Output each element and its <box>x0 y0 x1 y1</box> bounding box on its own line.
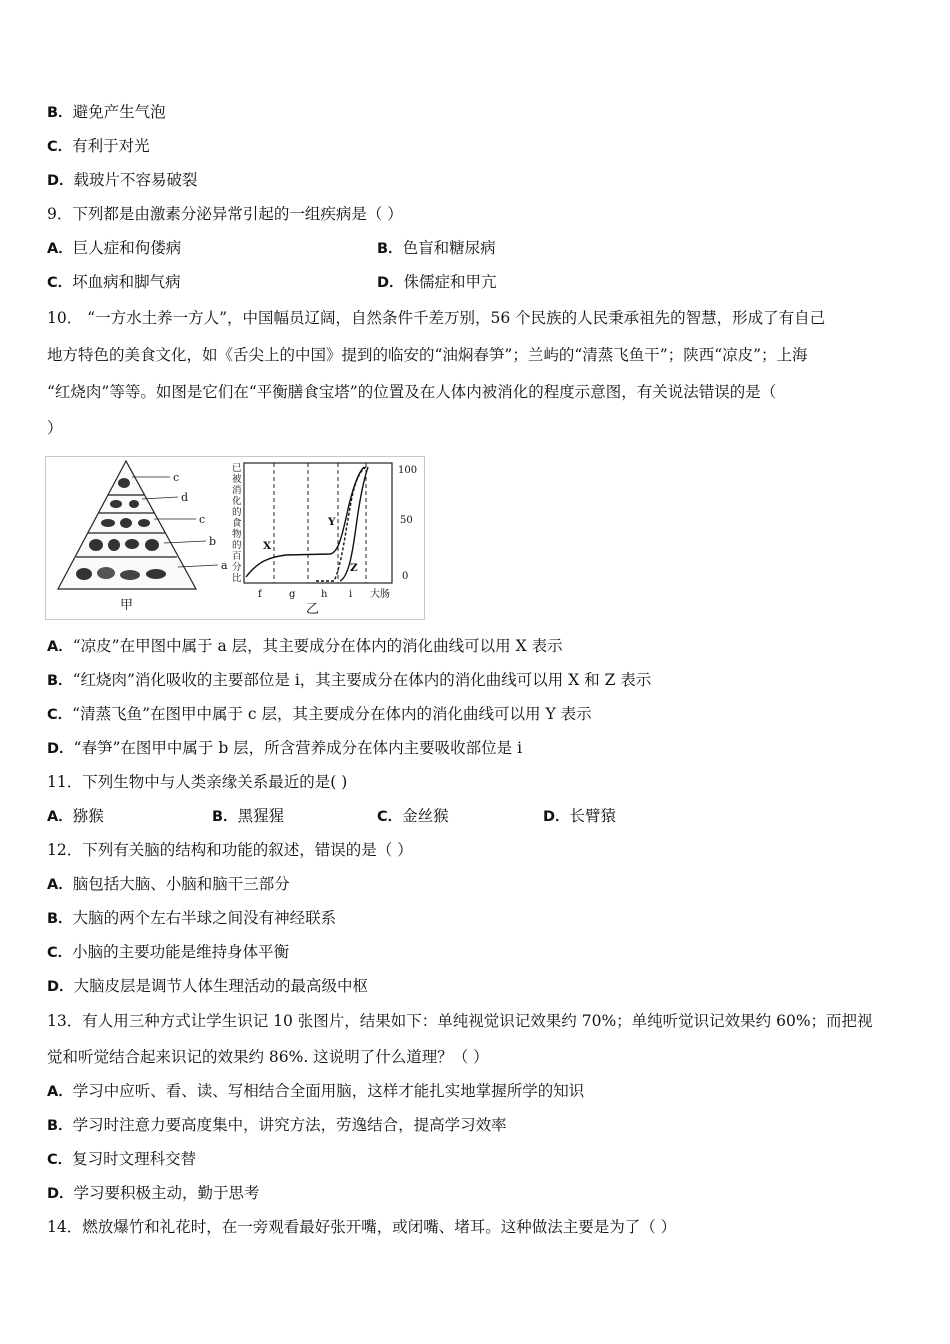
option-text: 金丝猴 <box>402 807 449 825</box>
figure-caption-yi: 乙 <box>306 602 320 617</box>
leader-line <box>142 497 178 499</box>
pyramid-label-b: b <box>209 535 217 548</box>
pyramid-label-a: a <box>221 559 228 572</box>
y-axis-label-char: 化 <box>232 496 242 507</box>
food-shape <box>145 539 159 551</box>
curve-label-y: Y <box>328 516 336 528</box>
q9-stem: 9．下列都是由激素分泌异常引起的一组疾病是（ ） <box>47 205 403 223</box>
y-axis-label-char: 已 <box>232 463 242 474</box>
q10-option-a <box>47 636 563 657</box>
option-label: C． <box>47 139 73 155</box>
q11-option-b <box>212 806 284 827</box>
food-shape <box>120 518 132 528</box>
y-axis-label-char: 被 <box>232 474 242 485</box>
option-text: 大脑的两个左右半球之间没有神经联系 <box>72 909 337 927</box>
q13-option-a <box>47 1081 584 1102</box>
q13-option-b <box>47 1115 507 1136</box>
chart-frame <box>244 463 392 583</box>
food-shape <box>138 519 150 527</box>
q10-figure-svg <box>46 457 424 619</box>
option-text: 猕猴 <box>72 807 104 825</box>
pyramid-label-d: d <box>181 491 189 504</box>
option-text: 脑包括大脑、小脑和脑干三部分 <box>72 875 290 893</box>
q12-option-a <box>47 874 290 895</box>
food-shape <box>146 569 166 579</box>
option-text: 大脑皮层是调节人体生理活动的最高级中枢 <box>73 977 369 995</box>
q12-stem: 12．下列有关脑的结构和功能的叙述，错误的是（ ） <box>47 841 413 859</box>
option-text: 载玻片不容易破裂 <box>73 171 198 189</box>
x-tick-i: i <box>349 589 353 600</box>
option-text: “清蒸飞鱼”在图甲中属于 c 层，其主要成分在体内的消化曲线可以用 Y 表示 <box>72 705 592 723</box>
q13-option-d <box>47 1183 260 1204</box>
option-text: 避免产生气泡 <box>72 103 166 121</box>
q13-option-c <box>47 1149 196 1170</box>
option-label: B． <box>47 911 73 927</box>
q11-option-a <box>47 806 104 827</box>
y-axis-label-char: 的 <box>232 507 242 518</box>
option-label: B． <box>377 241 403 257</box>
q10-stem-line: 10． “一方水土养一方人”，中国幅员辽阔，自然条件千差万别，56 个民族的人民秉承祖先的智慧，形成了有自己 <box>47 309 826 327</box>
q11-stem: 11．下列生物中与人类亲缘关系最近的是( ) <box>47 773 348 791</box>
food-shape <box>76 568 92 580</box>
option-label: D． <box>377 275 404 291</box>
option-label: C． <box>47 945 73 961</box>
y-axis-label <box>232 463 242 584</box>
y-axis-label-char: 消 <box>232 485 242 496</box>
option-text: “凉皮”在甲图中属于 a 层，其主要成分在体内的消化曲线可以用 X 表示 <box>72 637 563 655</box>
food-shape <box>129 500 139 508</box>
option-text: 长臂猿 <box>569 807 617 825</box>
food-shape <box>118 478 130 488</box>
option-label: D． <box>47 1186 74 1202</box>
option-text: 坏血病和脚气病 <box>72 273 181 291</box>
option-label: C． <box>47 275 73 291</box>
y-axis-label-char: 食 <box>232 518 242 529</box>
q8-option-c <box>47 136 150 157</box>
option-text: 小脑的主要功能是维持身体平衡 <box>72 943 290 961</box>
food-shape <box>89 539 103 551</box>
q10-figure <box>45 456 425 620</box>
food-shape <box>108 539 120 551</box>
option-label: A． <box>47 877 73 893</box>
q14-stem: 14．燃放爆竹和礼花时，在一旁观看最好张开嘴，或闭嘴、堵耳。这种做法主要是为了（ ） <box>47 1218 677 1236</box>
option-label: D． <box>47 173 74 189</box>
option-text: 黑猩猩 <box>237 807 285 825</box>
option-label: D． <box>543 809 570 825</box>
x-tick-large-intestine: 大肠 <box>370 589 390 600</box>
q9-option-b <box>377 238 496 259</box>
q10-option-c <box>47 704 592 725</box>
option-label: A． <box>47 809 73 825</box>
food-shape <box>120 570 140 580</box>
option-label: D． <box>47 979 74 995</box>
option-label: B． <box>47 1118 73 1134</box>
y-tick-50: 50 <box>400 515 413 526</box>
option-label: B． <box>47 105 73 121</box>
option-label: A． <box>47 639 73 655</box>
food-shape <box>125 539 139 549</box>
q11-option-c <box>377 806 449 827</box>
q9-option-c <box>47 272 181 293</box>
option-text: 学习中应听、看、读、写相结合全面用脑，这样才能扎实地掌握所学的知识 <box>72 1082 585 1100</box>
food-shape <box>97 567 115 579</box>
option-text: 学习要积极主动，勤于思考 <box>73 1184 260 1202</box>
q11-option-d <box>543 806 616 827</box>
y-axis-label-char: 分 <box>232 562 242 573</box>
option-text: 色盲和糖尿病 <box>402 239 496 257</box>
pyramid-label-c-top: c <box>173 471 180 484</box>
option-label: A． <box>47 241 73 257</box>
option-label: B． <box>47 673 73 689</box>
q13-stem-line: 觉和听觉结合起来识记的效果约 86%. 这说明了什么道理？（ ） <box>47 1048 489 1066</box>
y-axis-label-char: 百 <box>232 551 242 562</box>
curve-x <box>246 467 364 577</box>
option-text: “春笋”在图甲中属于 b 层，所含营养成分在体内主要吸收部位是 i <box>73 739 523 757</box>
q8-option-d <box>47 170 198 191</box>
q12-option-c <box>47 942 289 963</box>
x-tick-h: h <box>321 589 328 600</box>
curve-y <box>316 467 366 581</box>
q10-option-b <box>47 670 651 691</box>
option-label: D． <box>47 741 74 757</box>
option-text: “红烧肉”消化吸收的主要部位是 i，其主要成分在体内的消化曲线可以用 X 和 Z 表示 <box>72 671 652 689</box>
y-axis-label-char: 物 <box>232 529 242 540</box>
y-axis-label-char: 比 <box>232 573 242 584</box>
q12-option-b <box>47 908 336 929</box>
option-text: 学习时注意力要高度集中，讲究方法，劳逸结合，提高学习效率 <box>72 1116 507 1134</box>
option-text: 复习时文理科交替 <box>72 1150 197 1168</box>
q9-option-d <box>377 272 497 293</box>
option-label: C． <box>47 707 73 723</box>
x-tick-g: g <box>289 589 296 600</box>
curve-label-x: X <box>263 540 272 552</box>
q9-option-a <box>47 238 181 259</box>
q13-stem-line: 13．有人用三种方式让学生识记 10 张图片，结果如下：单纯视觉识记效果约 70%；单纯听觉识记效果约 60%；而把视 <box>47 1012 873 1030</box>
q8-option-b <box>47 102 166 123</box>
q10-option-d <box>47 738 522 759</box>
q10-stem-line: ） <box>47 419 63 437</box>
curve-label-z: Z <box>350 562 358 574</box>
q10-stem-line: 地方特色的美食文化，如《舌尖上的中国》提到的临安的“油焖春笋”；兰屿的“清蒸飞鱼干”；陕西“凉皮”；上海 <box>47 346 808 364</box>
y-tick-100: 100 <box>398 465 418 476</box>
q10-stem-line: “红烧肉”等等。如图是它们在“平衡膳食宝塔”的位置及在人体内被消化的程度示意图，有关说法错误的是（ <box>47 383 777 401</box>
y-tick-0: 0 <box>402 571 409 582</box>
food-shape <box>110 500 122 508</box>
option-text: 侏儒症和甲亢 <box>403 273 497 291</box>
y-axis-label-char: 的 <box>232 540 242 551</box>
option-label: B． <box>212 809 238 825</box>
food-shape <box>101 519 115 527</box>
option-label: C． <box>377 809 403 825</box>
figure-caption-jia: 甲 <box>120 598 134 613</box>
x-tick-f: f <box>258 589 262 600</box>
option-text: 巨人症和佝偻病 <box>72 239 182 257</box>
pyramid-label-c: c <box>199 513 206 526</box>
option-label: C． <box>47 1152 73 1168</box>
option-text: 有利于对光 <box>72 137 150 155</box>
q12-option-d <box>47 976 368 997</box>
option-label: A． <box>47 1084 73 1100</box>
